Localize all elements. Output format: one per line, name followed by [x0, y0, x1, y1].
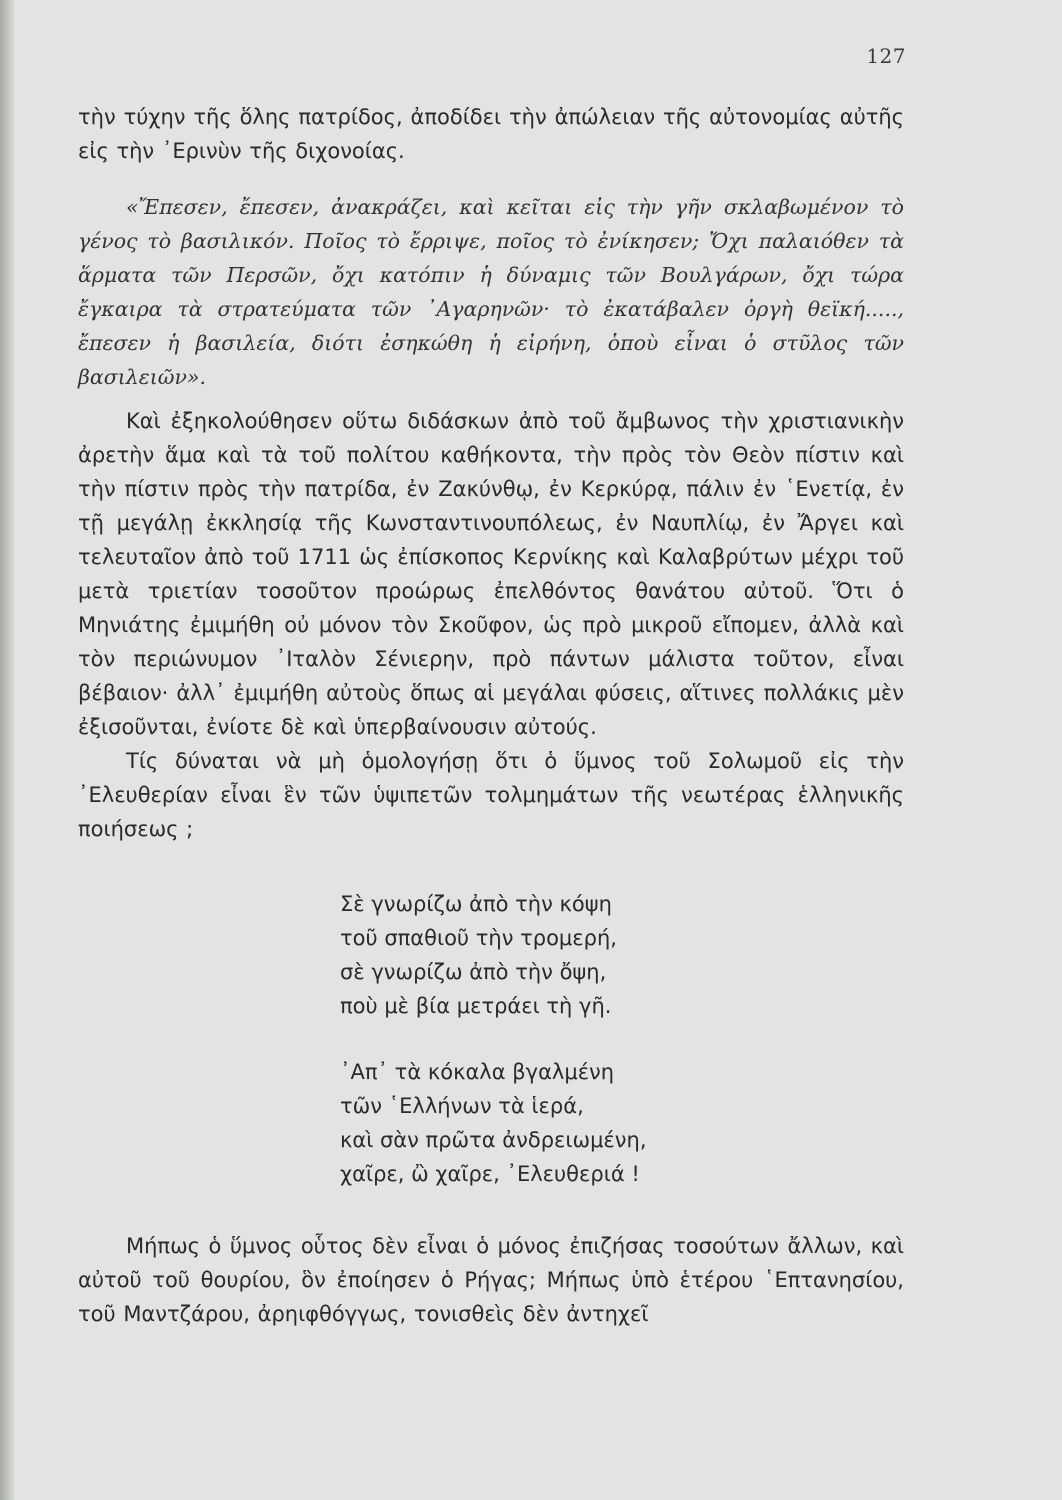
- closing-paragraph: Μήπως ὁ ὕμνος οὗτος δὲν εἶναι ὁ μόνος ἐπιζήσας τοσούτων ἄλλων, καὶ αὐτοῦ τοῦ θουρίου, ὃν ἐποίησεν ὁ Ρήγας; Μήπως ὑπὸ ἑτέρου ῾Επτανησίου, τοῦ Μαντζάρου, ἀρηιφθόγγως, τονισθεὶς δὲν ἀντηχεῖ: [78, 1234, 904, 1326]
- opening-paragraph: τὴν τύχην τῆς ὅλης πατρίδος, ἀποδίδει τὴν ἀπώλειαν τῆς αὐτονομίας αὐτῆς εἰς τὴν ᾿Ερινὺν τῆς διχονοίας.: [78, 105, 904, 163]
- main-paragraph: Καὶ ἐξηκολούθησεν οὕτω διδάσκων ἀπὸ τοῦ ἄμβωνος τὴν χριστιανικὴν ἀρετὴν ἅμα καὶ τὰ τοῦ πολίτου καθήκοντα, τὴν πρὸς τὸν Θεὸν πίστιν καὶ τὴν πίστιν πρὸς τὴν πατρίδα, ἐν Ζακύνθῳ, ἐν Κερκύρᾳ, πάλιν ἐν ῾Ενετίᾳ, ἐν τῇ μεγάλῃ ἐκκλησίᾳ τῆς Κωνσταντινουπόλεως, ἐν Ναυπλίῳ, ἐν Ἄργει καὶ τελευταῖον ἀπὸ τοῦ 1711 ὡς ἐπίσκοπος Κερνίκης καὶ Καλαβρύτων μέχρι τοῦ μετὰ τριετίαν τοσοῦτον προώρως ἐπελθόντος θανάτου αὐτοῦ. Ὅτι ὁ Μηνιάτης ἐμιμήθη οὐ μόνον τὸν Σκοῦφον, ὡς πρὸ μικροῦ εἴπομεν, ἀλλὰ καὶ τὸν περιώνυμον ᾿Ιταλὸν Σένιερην, πρὸ πάντων μάλιστα τοῦτον, εἶναι βέβαιον· ἀλλ᾿ ἐμιμήθη αὐτοὺς ὅπως αἱ μεγάλαι φύσεις, αἵτινες πολλάκις μὲν ἐξισοῦνται, ἐνίοτε δὲ καὶ ὑπερβαίνουσιν αὐτούς.: [78, 409, 904, 739]
- page-gutter-shadow: [0, 0, 14, 1500]
- poem-line: χαῖρε, ὢ χαῖρε, ᾿Ελευθεριά !: [340, 1162, 640, 1186]
- quoted-passage: «Ἔπεσεν, ἔπεσεν, ἀνακράζει, καὶ κεῖται εἰς τὴν γῆν σκλαβωμένον τὸ γένος τὸ βασιλικόν. Ποῖος τὸ ἔρριψε, ποῖος τὸ ἐνίκησεν; Ὄχι παλαιόθεν τὰ ἅρματα τῶν Περσῶν, ὄχι κατόπιν ἡ δύναμις τῶν Βουλγάρων, ὄχι τώρα ἔγκαιρα τὰ στρατεύματα τῶν ᾿Αγαρηνῶν· τὸ ἐκατάβαλεν ὀργὴ θεϊκή....., ἔπεσεν ἡ βασιλεία, διότι ἐσηκώθη ἡ εἰρήνη, ὁποὺ εἶναι ὁ στῦλος τῶν βασιλειῶν».: [78, 195, 904, 389]
- body-text: [78, 100, 904, 846]
- poem-stanza-1: [340, 887, 740, 1023]
- question-paragraph: Τίς δύναται νὰ μὴ ὁμολογήσῃ ὅτι ὁ ὕμνος τοῦ Σολωμοῦ εἰς τὴν ᾿Ελευθερίαν εἶναι ἓν τῶν ὑψιπετῶν τολμημάτων τῆς νεωτέρας ἑλληνικῆς ποιήσεως ;: [78, 749, 904, 841]
- poem-line: τῶν ῾Ελλήνων τὰ ἱερά,: [340, 1094, 584, 1118]
- poem-stanza-2: [340, 1055, 740, 1191]
- page-number: 127: [866, 44, 906, 68]
- closing-text: [78, 1229, 904, 1331]
- poem-line: τοῦ σπαθιοῦ τὴν τρομερή,: [340, 926, 617, 950]
- poem-line: ᾿Απ᾿ τὰ κόκαλα βγαλμένη: [340, 1060, 615, 1084]
- poem-line: σὲ γνωρίζω ἀπὸ τὴν ὄψη,: [340, 960, 607, 984]
- poem-line: Σὲ γνωρίζω ἀπὸ τὴν κόψη: [340, 892, 612, 916]
- paragraph-spacer: [78, 168, 904, 182]
- poem-line: ποὺ μὲ βία μετράει τὴ γῆ.: [340, 994, 612, 1018]
- poem-line: καὶ σὰν πρῶτα ἀνδρειωμένη,: [340, 1128, 647, 1152]
